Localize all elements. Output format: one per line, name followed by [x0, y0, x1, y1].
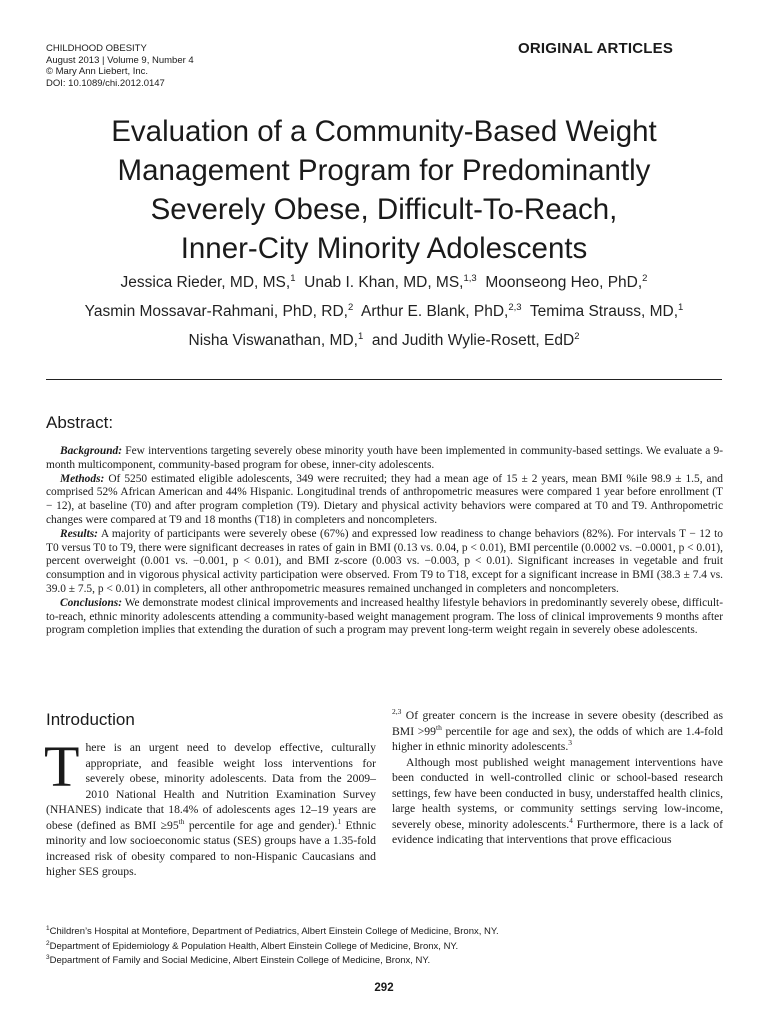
citation-ref: 4: [569, 815, 573, 825]
author-affiliation: 1,3: [463, 273, 477, 284]
abstract-background: [46, 445, 723, 473]
abstract-text: Few interventions targeting severely obese minority youth have been implemented in community-based settings. We evaluate a 9-month multicomponent, community-based program for obese, inner-city adolescents.: [46, 445, 723, 471]
title-line: Management Program for Predominantly: [117, 154, 651, 187]
citation-ref: 3: [568, 738, 572, 747]
author-affiliation: 2,3: [508, 302, 522, 313]
section-label: ORIGINAL ARTICLES: [518, 40, 674, 57]
body-text: Although most published weight management interventions have been conducted in well-controlled clinic or school-based research settings, few have been conducted in busy, understaffed health clinics, large health systems, or community settings serving low-income, severely obese, minority adolescents.: [392, 755, 723, 831]
abstract-label: Conclusions:: [60, 596, 123, 609]
abstract-conclusions: [46, 597, 723, 638]
body-text: Ethnic minority and low socioeconomic status (SES) groups have a 1.35-fold increased risk of obesity compared to non-Hispanic Caucasians and higher SES groups.: [46, 818, 376, 878]
abstract-text: Of 5250 estimated eligible adolescents, 349 were recruited; they had a mean age of 15 ± 2 years, mean BMI %ile 98.9 ± 1.5, and comprised 52% African American and 44% Hispanic. Longitudinal trends of anthropometric measures were compared 1 year before enrollment (T − 12), at baseline (T0) and after program completion (T9). Dietary and physical activity behaviors were compared at T0 and T9. Anthropometric changes were compared at T9 and 18 months (T18) in completers and noncompleters.: [46, 472, 723, 526]
intro-paragraph: [44, 734, 376, 880]
body-text: percentile for age and gender).: [184, 818, 338, 832]
footnote: [46, 954, 726, 969]
body-text: here is an urgent need to develop effective, culturally appropriate, and feasible weight loss interventions for severely obese, minority adolescents. Data from the 2009–2010 National Health and Nutrition Examination Survey (NHANES) indicate that 18.4% of adolescents ages 12–19 years are obese (defined as BMI ≥95: [46, 741, 376, 832]
footnote-number: 1: [46, 925, 50, 932]
footnote: [46, 925, 726, 940]
body-text: Furthermore, there is a lack of evidence indicating that interventions that prove efficacious: [392, 817, 723, 846]
article-title: [40, 112, 728, 268]
superscript: th: [178, 816, 185, 826]
author-name: Nisha Viswanathan, MD,: [188, 332, 358, 349]
author-name: and Judith Wylie-Rosett, EdD: [371, 332, 575, 349]
abstract-body: [46, 445, 723, 638]
journal-doi: DOI: 10.1089/chi.2012.0147: [46, 77, 165, 89]
abstract-label: Background:: [60, 445, 123, 457]
abstract-text: We demonstrate modest clinical improvements and increased healthy lifestyle behaviors in predominantly severely obese, difficult-to-reach, ethnic minority adolescents attending a community-based weight management program. The loss of clinical improvements 9 months after program completion implies that extending the duration of such a program may prevent long-term weight regain in severely obese adolescents.: [46, 596, 723, 637]
journal-issue: August 2013 | Volume 9, Number 4: [46, 54, 194, 66]
footnote-text: Department of Epidemiology & Population Health, Albert Einstein College of Medicine, Bronx, NY.: [49, 940, 459, 952]
superscript: th: [435, 722, 442, 732]
footnote-number: 3: [46, 954, 50, 961]
journal-info: [46, 43, 194, 89]
author-name: Arthur E. Blank, PhD,: [361, 303, 509, 320]
body-text: Of greater concern is the increase in severe obesity (described as BMI >99: [392, 709, 723, 738]
abstract-label: Methods:: [60, 472, 105, 485]
author-name: Unab I. Khan, MD, MS,: [304, 274, 464, 291]
abstract-methods: [46, 473, 723, 528]
body-column-left: [44, 734, 376, 880]
author-affiliation: 2: [642, 273, 648, 284]
author-name: Jessica Rieder, MD, MS,: [120, 274, 291, 291]
drop-cap: T: [44, 734, 80, 799]
author-line: [40, 297, 728, 326]
abstract-text: A majority of participants were severely obese (67%) and expressed low readiness to change behaviors (82%). For intervals T − 12 to T0 versus T0 to T9, there were significant decreases in rates of gain in BMI (0.13 vs. 0.04, p < 0.01), BMI percentile (0.0002 vs. −0.0001, p < 0.01), percent overweight (0.001 vs. −0.001, p < 0.01), and BMI z-score (0.003 vs. −0.003, p < 0.01). Significant increases in vegetable and fruit consumption and in vigorous physical activity participation were observed. From T9 to T18, except for a significant increase in BMI (38.3 ± 7.4 vs. 39.0 ± 7.5, p < 0.01) in completers, all other anthropometric measures remained unchanged in completers and noncompleters.: [46, 527, 724, 595]
author-name: Moonseong Heo, PhD,: [485, 274, 643, 291]
author-affiliation: 1: [290, 273, 296, 284]
intro-paragraph: [392, 755, 723, 848]
footnote-number: 2: [46, 939, 50, 947]
journal-copyright: © Mary Ann Liebert, Inc.: [46, 66, 149, 77]
abstract-label: Results:: [60, 527, 98, 540]
footnote-text: Department of Family and Social Medicine, Albert Einstein College of Medicine, Bronx, NY.: [49, 955, 431, 966]
title-line: Evaluation of a Community-Based Weight: [111, 115, 657, 148]
author-name: Yasmin Mossavar-Rahmani, PhD, RD,: [84, 303, 348, 320]
abstract-results: [46, 528, 723, 597]
author-affiliation: 1: [357, 331, 364, 342]
author-affiliation: 2: [574, 331, 580, 342]
author-name: Temima Strauss, MD,: [529, 303, 679, 320]
body-column-right: [392, 708, 723, 848]
header-divider: [46, 379, 722, 380]
intro-paragraph-cont: [392, 708, 723, 755]
footnote-text: Children’s Hospital at Montefiore, Department of Pediatrics, Albert Einstein College of Medicine, Bronx, NY.: [49, 926, 499, 937]
introduction-heading: Introduction: [46, 710, 135, 729]
affiliation-footnotes: [46, 925, 726, 969]
citation-ref: 1: [337, 816, 342, 826]
author-list: [40, 268, 728, 355]
page-number: 292: [374, 982, 394, 994]
author-affiliation: 1: [678, 302, 684, 313]
author-line: [40, 326, 728, 355]
title-line: Inner-City Minority Adolescents: [180, 232, 588, 265]
author-affiliation: 2: [347, 302, 354, 313]
citation-ref: 2,3: [392, 707, 402, 716]
title-line: Severely Obese, Difficult-To-Reach,: [150, 193, 618, 226]
body-text: percentile for age and sex), the odds of which are 1.4-fold higher in ethnic minority adolescents.: [392, 724, 724, 753]
author-line: [40, 268, 728, 297]
footnote: [46, 940, 726, 955]
journal-name: CHILDHOOD OBESITY: [46, 43, 147, 54]
abstract-heading: Abstract:: [46, 413, 114, 432]
